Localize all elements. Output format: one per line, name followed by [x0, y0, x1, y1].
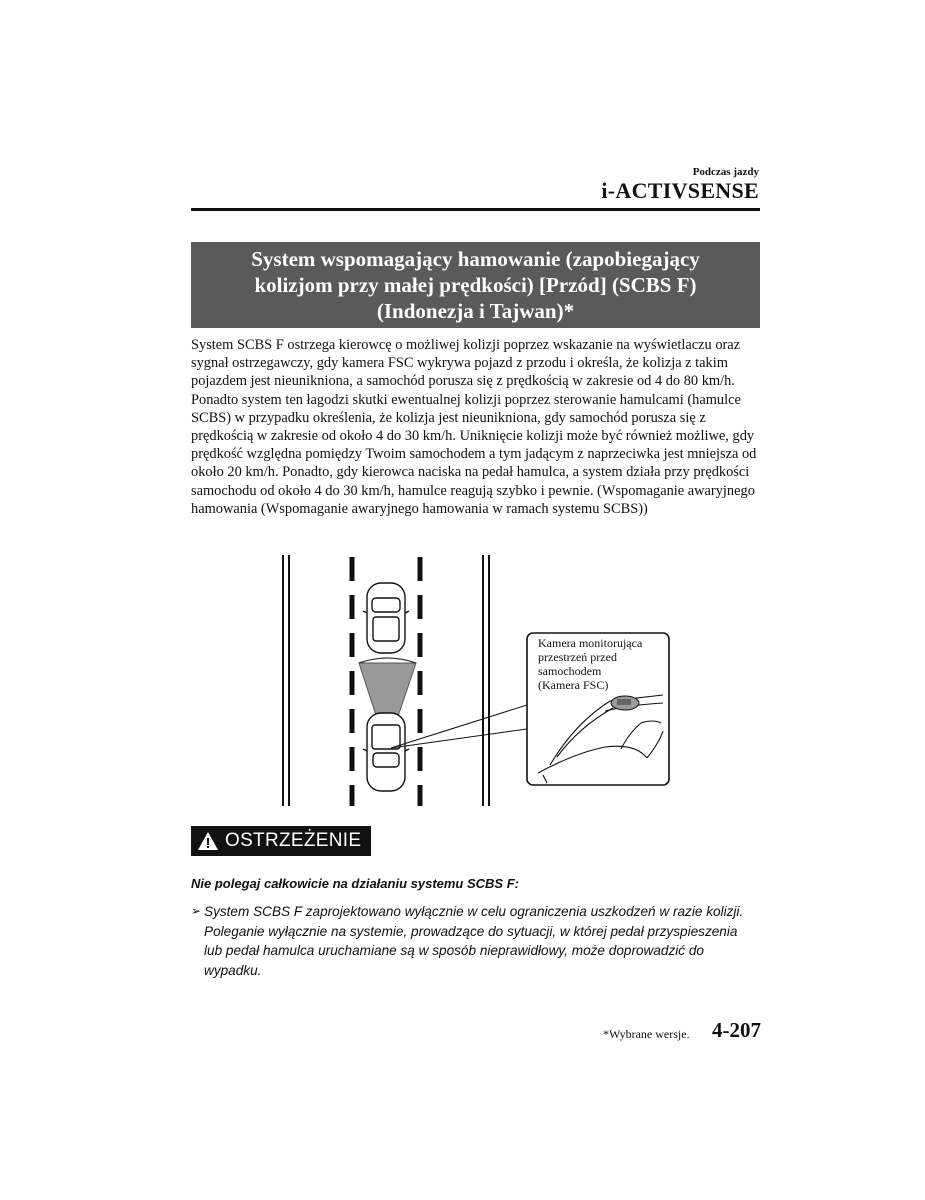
scbs-illustration — [275, 553, 695, 808]
own-car — [363, 713, 409, 791]
footnote: *Wybrane wersje. — [603, 1027, 690, 1041]
warning-item-text: System SCBS F zaprojektowano wyłącznie w celu ograniczenia uszkodzeń w razie kolizji. Poleganie wyłącznie na systemie, prowadzące do sytuacji, w której pedał przyspieszenia lub pedał hamulca uruchamiane są w sposób nieprawidłowy, może doprowadzić do wypadku. — [204, 904, 744, 978]
warning-triangle-icon — [197, 831, 219, 851]
warning-label: OSTRZEŻENIE — [225, 830, 362, 851]
callout-line-1: Kamera monitorująca — [538, 636, 643, 650]
title-line-1: System wspomagający hamowanie (zapobiegający — [251, 247, 700, 271]
warning-list-item — [191, 902, 751, 980]
page-title — [251, 246, 700, 324]
warning-heading: Nie polegaj całkowicie na działaniu systemu SCBS F: — [191, 876, 519, 891]
header-rule — [191, 208, 760, 211]
callout-line-3: samochodem — [538, 664, 602, 678]
page-title-box — [191, 242, 760, 328]
section-name-big: i-ACTIVSENSE — [601, 178, 759, 203]
title-line-2: kolizjom przy małej prędkości) [Przód] (SCBS F) — [254, 273, 697, 297]
section-name-small: Podczas jazdy — [692, 166, 759, 178]
page-number: 4-207 — [712, 1018, 761, 1042]
camera-icon — [611, 696, 639, 710]
callout-line-4: (Kamera FSC) — [538, 678, 609, 692]
bullet-arrow-icon: ➢ — [191, 904, 202, 918]
front-car — [363, 583, 409, 653]
callout-line-2: przestrzeń przed — [538, 650, 617, 664]
warning-label-box — [191, 826, 371, 856]
title-line-3: (Indonezja i Tajwan)* — [376, 299, 575, 323]
intro-paragraph: System SCBS F ostrzega kierowcę o możliwej kolizji poprzez wskazanie na wyświetlaczu oraz sygnał ostrzegawczy, gdy kamera FSC wykrywa pojazd z przodu i określa, że kolizja z takim pojazdem jest nieunikniona, a samochód porusza się z prędkością w zakresie od 4 do 80 km/h. Ponadto system ten łagodzi skutki ewentualnej kolizji poprzez sterowanie hamulcami (hamulce SCBS) w przypadku określenia, że kolizja jest nieunikniona, gdy samochód porusza się z prędkością w zakresie od około 4 do 30 km/h. Uniknięcie kolizji może być również możliwe, gdy prędkość względna pomiędzy Twoim samochodem a tym jadącym z naprzeciwka jest mniejsza od około 20 km/h. Ponadto, gdy kierowca naciska na pedał hamulca, a system działa przy prędkości samochodu od około 4 do 30 km/h, hamulce reagują szybko i pewnie. (Wspomaganie awaryjnego hamowania (Wspomaganie awaryjnego hamowania w ramach systemu SCBS)) — [191, 337, 757, 517]
